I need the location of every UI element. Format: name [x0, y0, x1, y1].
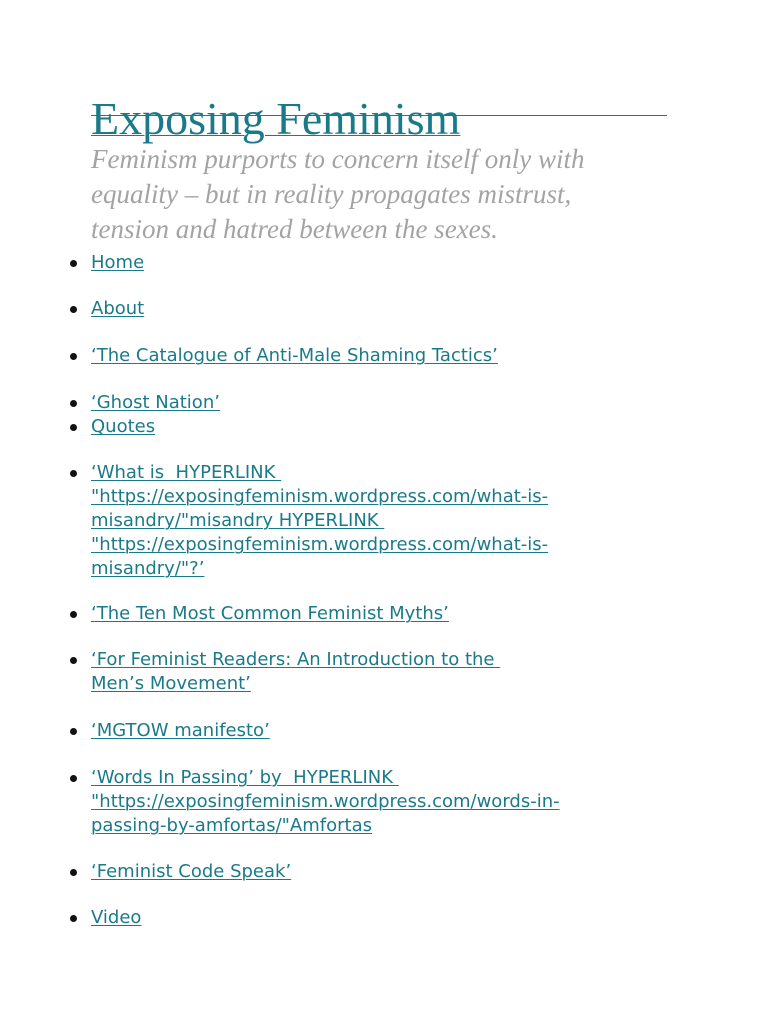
nav-item-mgtow	[91, 719, 691, 743]
nav-item-about	[91, 297, 691, 321]
nav-link-words-in-passing[interactable]: ‘Words In Passing’ by HYPERLINK "https://exposingfeminism.wordpress.com/words-in-passing-by-amfortas/"Amfortas	[91, 767, 560, 836]
nav-link-mgtow[interactable]: ‘MGTOW manifesto’	[91, 720, 270, 741]
nav-item-ghost-nation	[91, 391, 691, 415]
nav-link-home[interactable]: Home	[91, 252, 145, 273]
bullet-icon	[70, 470, 77, 477]
bullet-icon	[70, 915, 77, 922]
site-title	[91, 93, 460, 145]
nav-link-about[interactable]: About	[91, 298, 145, 319]
nav-item-quotes	[91, 415, 691, 439]
site-tagline: Feminism purports to concern itself only with equality – but in reality propagates mistrust, tension and hatred between the sexes.	[91, 144, 585, 244]
nav-link-video[interactable]: Video	[91, 907, 142, 928]
bullet-icon	[70, 657, 77, 664]
nav-item-catalogue	[91, 344, 691, 368]
title-divider	[91, 115, 667, 116]
nav-item-feminist-myths	[91, 602, 691, 626]
nav-item-code-speak	[91, 860, 691, 884]
bullet-icon	[70, 260, 77, 267]
bullet-icon	[70, 869, 77, 876]
site-title-link[interactable]: Exposing Feminism	[91, 93, 461, 144]
bullet-icon	[70, 728, 77, 735]
bullet-icon	[70, 611, 77, 618]
nav-item-feminist-readers	[91, 648, 541, 696]
nav-link-feminist-myths[interactable]: ‘The Ten Most Common Feminist Myths’	[91, 603, 449, 624]
nav-link-ghost-nation[interactable]: ‘Ghost Nation’	[91, 392, 220, 413]
nav-link-misandry[interactable]: ‘What is HYPERLINK "https://exposingfeminism.wordpress.com/what-is-misandry/"misandry HYPERLINK "https://exposingfeminism.wordpress.com/what-is-misandry/"?’	[91, 462, 549, 579]
bullet-icon	[70, 424, 77, 431]
bullet-icon	[70, 775, 77, 782]
nav-link-code-speak[interactable]: ‘Feminist Code Speak’	[91, 861, 292, 882]
bullet-icon	[70, 353, 77, 360]
nav-item-video	[91, 906, 691, 930]
nav-link-quotes[interactable]: Quotes	[91, 416, 156, 437]
bullet-icon	[70, 400, 77, 407]
bullet-icon	[70, 306, 77, 313]
nav-link-catalogue[interactable]: ‘The Catalogue of Anti-Male Shaming Tactics’	[91, 345, 498, 366]
nav-item-home	[91, 251, 691, 275]
nav-link-feminist-readers[interactable]: ‘For Feminist Readers: An Introduction to the Men’s Movement’	[91, 649, 501, 694]
nav-item-words-in-passing	[91, 766, 606, 838]
nav-item-misandry	[91, 461, 591, 581]
